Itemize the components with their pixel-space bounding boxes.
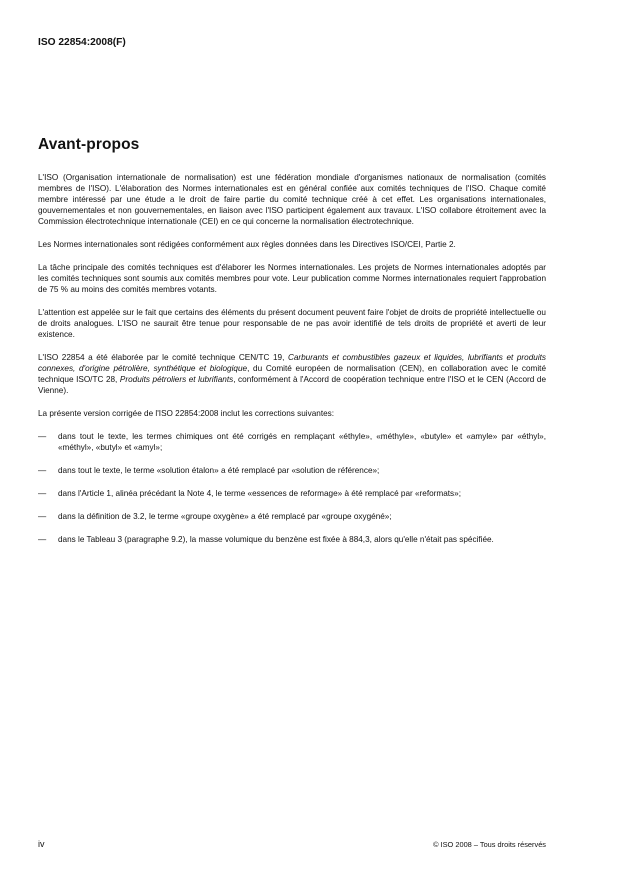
paragraph-3: La tâche principale des comités techniques est d'élaborer les Normes internationales. Les projets de Normes internationales adoptés par les comités techniques sont soumis aux comités membres pour vote. Leur publication comme Normes internationales requiert l'approbation de 75 % au moins des comités membres votants. <box>38 263 546 294</box>
paragraph-4: L'attention est appelée sur le fait que certains des éléments du présent document peuvent faire l'objet de droits de propriété intellectuelle ou de droits analogues. L'ISO ne saurait être tenue pour responsable de ne pas avoir identifié de tels droits de propriété et averti de leur existence. <box>38 308 546 339</box>
copyright-notice: © ISO 2008 – Tous droits réservés <box>433 840 546 849</box>
list-item <box>38 488 546 499</box>
dash-bullet: — <box>38 466 47 475</box>
list-item-text: dans l'Article 1, alinéa précédant la Note 4, le terme «essences de reformage» à été remplacé par «reformats»; <box>58 489 461 498</box>
page-number: iv <box>38 839 45 849</box>
list-item <box>38 511 546 522</box>
p5-tc28-title: Produits pétroliers et lubrifiants <box>119 375 234 384</box>
dash-bullet: — <box>38 535 47 544</box>
list-item <box>38 465 546 476</box>
list-item-text: dans la définition de 3.2, le terme «groupe oxygène» a été remplacé par «groupe oxygéné»; <box>58 512 392 521</box>
paragraph-5 <box>38 352 546 396</box>
list-item-text: dans le Tableau 3 (paragraphe 9.2), la masse volumique du benzène est fixée à 884,3, alors qu'elle n'était pas spécifiée. <box>58 535 494 544</box>
list-item-text: dans tout le texte, les termes chimiques ont été corrigés en remplaçant «éthyle», «méthyle», «butyle» et «amyle» par «éthyl», «méthyl», «butyl» et «amyl»; <box>58 432 546 452</box>
list-item <box>38 534 546 545</box>
list-item <box>38 431 546 453</box>
paragraph-1: L'ISO (Organisation internationale de normalisation) est une fédération mondiale d'organismes nationaux de normalisation (comités membres de l'ISO). L'élaboration des Normes internationales est en général confiée aux comités techniques de l'ISO. Chaque comité membre intéressé par une étude a le droit de faire partie du comité technique créé à cet effet. Les organisations internationales, gouvernementales et non gouvernementales, en liaison avec l'ISO participent également aux travaux. L'ISO collabore étroitement avec la Commission électrotechnique internationale (CEI) en ce qui concerne la normalisation électrotechnique. <box>38 173 546 226</box>
section-heading: Avant-propos <box>38 136 140 153</box>
dash-bullet: — <box>38 432 47 441</box>
paragraph-2: Les Normes internationales sont rédigées conformément aux règles données dans les Directives ISO/CEI, Partie 2. <box>38 240 456 249</box>
dash-bullet: — <box>38 512 47 521</box>
document-id-header: ISO 22854:2008(F) <box>38 37 126 48</box>
p5-text-e: , conformément à l'Accord de coopération technique entre l'ISO et le CEN (Accord de Vienne). <box>38 375 547 395</box>
list-item-text: dans tout le texte, le terme «solution étalon» a été remplacé par «solution de référence»; <box>58 466 380 475</box>
p5-text-c: , du Comité européen de normalisation (CEN), en collaboration avec le comité technique ISO/TC 28, <box>38 364 546 384</box>
p5-committee-title: Carburants et combustibles gazeux et liquides, lubrifiants et produits connexes, d'origine pétrolière, synthétique et biologique <box>38 353 547 373</box>
corrections-list <box>38 431 546 545</box>
corrections-intro: La présente version corrigée de l'ISO 22854:2008 inclut les corrections suivantes: <box>38 409 335 418</box>
foreword-body <box>38 172 546 557</box>
dash-bullet: — <box>38 489 47 498</box>
p5-text-a: L'ISO 22854 a été élaborée par le comité technique CEN/TC 19, <box>38 353 288 362</box>
